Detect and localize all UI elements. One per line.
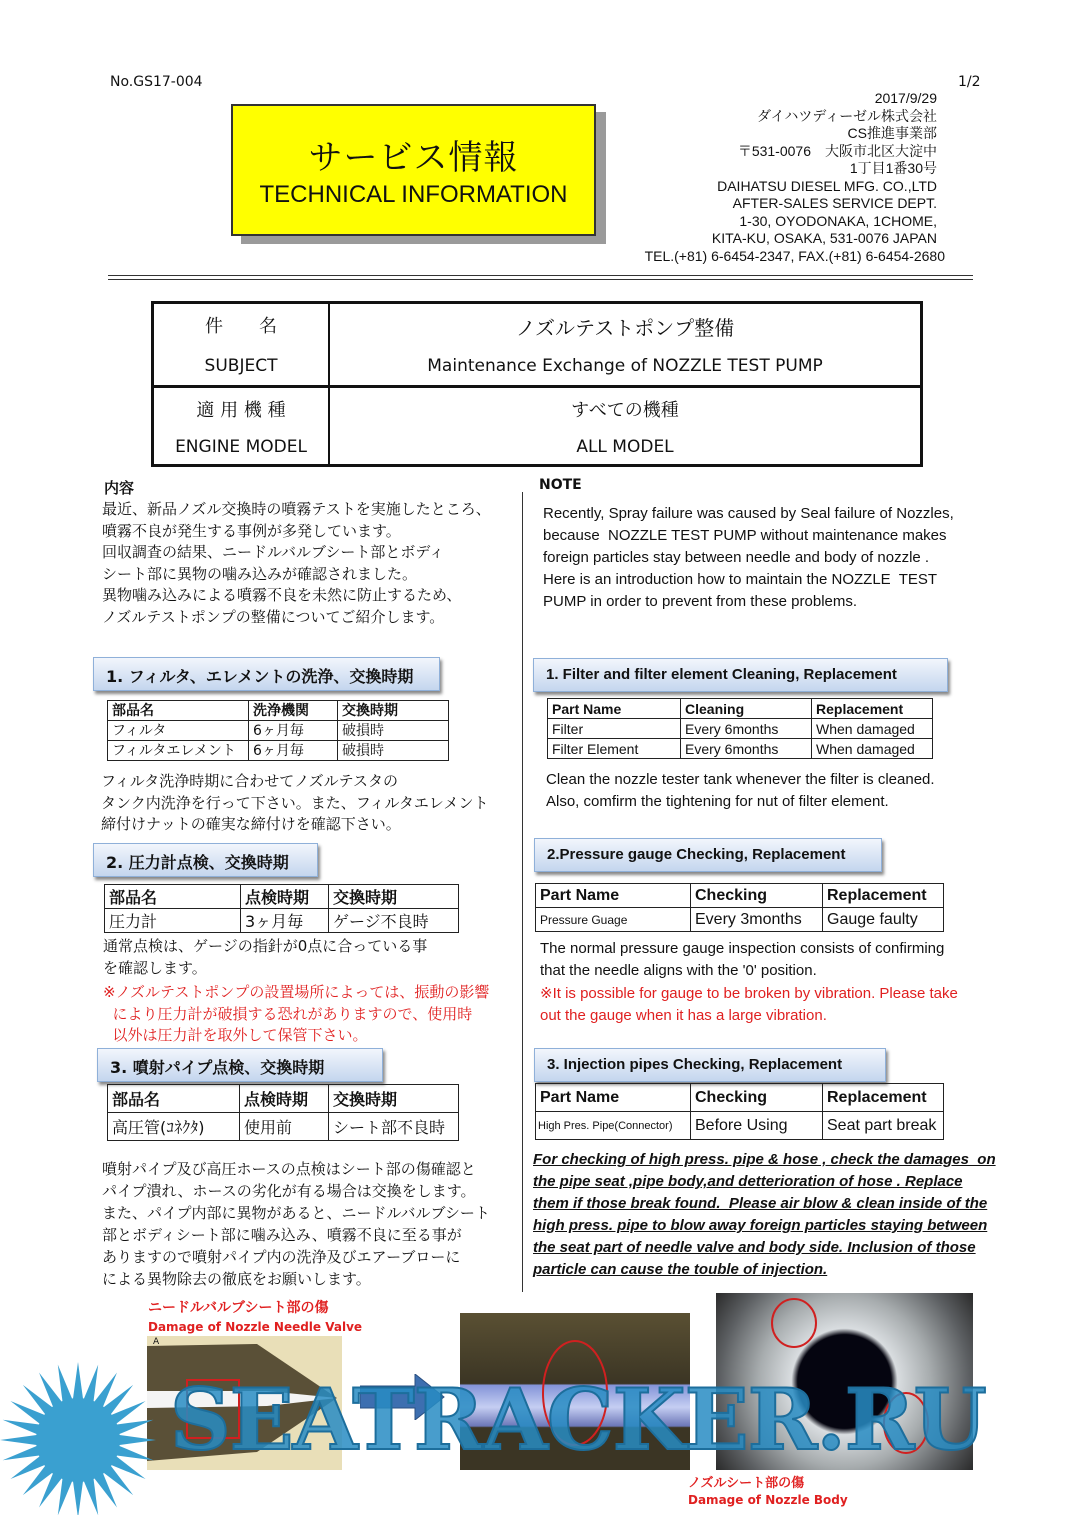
cell: Filter <box>548 719 681 739</box>
cell: Seat part break <box>823 1112 944 1140</box>
sunburst-ray <box>0 1435 38 1445</box>
jp-section-2-warning: ※ノズルテストポンプの設置場所によっては、振動の影響 により圧力計が破損する恐れがありますので、使用時 以外は圧力計を取外して保管下さい。 <box>103 983 490 1045</box>
body-caption-jp: ノズルシート部の傷 <box>688 1476 805 1491</box>
sunburst-ray <box>58 1477 73 1515</box>
needle-label: A <box>153 1337 160 1347</box>
cell: High Pres. Pipe(Connector) <box>536 1112 691 1140</box>
title-box <box>231 104 596 236</box>
address-line: 1丁目1番30号 <box>849 160 937 176</box>
table-header: Part Name <box>536 1084 691 1112</box>
title-jp: サービス情報 <box>308 138 519 178</box>
table-header: Replacement <box>823 884 944 908</box>
table-header: 部品名 <box>108 1085 240 1113</box>
jp-table-2 <box>104 884 459 933</box>
table-row <box>108 741 449 761</box>
cell: 6ヶ月毎 <box>249 741 338 761</box>
sunburst-logo <box>0 1355 160 1515</box>
cell: フィルタエレメント <box>108 741 249 761</box>
en-table-2 <box>535 883 944 932</box>
jp-section-1-header: 1. フィルタ、エレメントの洗浄、交換時期 <box>93 657 440 691</box>
model-label-en: ENGINE MODEL <box>175 437 307 457</box>
en-section-2-header: 2.Pressure gauge Checking, Replacement <box>534 838 882 872</box>
divider <box>108 275 973 276</box>
cell: Pressure Guage <box>536 908 691 932</box>
jp-section-2-text: 通常点検は、ゲージの指針が0点に合っている事 を確認します。 <box>103 937 428 977</box>
table-header: 部品名 <box>105 885 241 909</box>
en-section-3-text: For checking of high press. pipe & hose , check the damages on the pipe seat ,pipe body,and detterioration of hose . Replace them if those break found. Please air blow & clean inside of the high press. pipe to blow away foreign particles staying between the seat part of needle valve and body side. Inclusion of those particle can cause the touble of injection. <box>533 1151 996 1278</box>
page-number: 1/2 <box>958 74 981 90</box>
needle-caption-en: Damage of Nozzle Needle Valve <box>148 1320 363 1334</box>
sunburst-ray <box>73 1480 83 1515</box>
subject-label-jp: 件 名 <box>205 316 277 337</box>
sunburst-ray <box>73 1362 83 1400</box>
cell: Every 6months <box>681 739 812 759</box>
en-section-1-text: Clean the nozzle tester tank whenever the filter is cleaned. Also, comfirm the tightening for nut of filter element. <box>546 771 935 810</box>
table-row <box>548 739 933 759</box>
table-row <box>108 1113 459 1141</box>
sunburst-ray <box>118 1435 156 1445</box>
en-table-1 <box>547 698 933 759</box>
address-line: ダイハツディーゼル株式会社 <box>756 107 937 124</box>
date: 2017/9/29 <box>874 90 937 106</box>
cell: ゲージ不良時 <box>329 909 459 933</box>
cell: 破損時 <box>338 721 449 741</box>
cell: Every 3months <box>691 908 823 932</box>
table-row <box>108 721 449 741</box>
en-section-1-header: 1. Filter and filter element Cleaning, Replacement <box>533 658 948 692</box>
address-line: 1-30, OYODONAKA, 1CHOME, <box>739 212 937 229</box>
watermark: SEATRACKER.RU <box>170 1370 986 1469</box>
cell: 3ヶ月毎 <box>241 909 329 933</box>
sunburst-ray <box>3 1420 41 1435</box>
en-heading: NOTE <box>539 477 582 493</box>
model-label-jp: 適 用 機 種 <box>196 400 286 421</box>
table-header: Replacement <box>812 699 933 719</box>
en-section-2-text: The normal pressure gauge inspection consists of confirming that the needle aligns with the '0' position. <box>540 940 945 979</box>
jp-section-3-header: 3. 噴射パイプ点検、交換時期 <box>97 1048 383 1082</box>
jp-section-2-header: 2. 圧力計点検、交換時期 <box>93 843 318 877</box>
jp-table-3 <box>107 1084 459 1141</box>
cell: 高圧管(ｺﾈｸﾀ) <box>108 1113 240 1141</box>
model-value-en: ALL MODEL <box>576 437 674 457</box>
en-section-2-warning: ※It is possible for gauge to be broken by vibration. Please take out the gauge when it has a large vibration. <box>540 985 958 1024</box>
cell: 破損時 <box>338 741 449 761</box>
table-header: 点検時期 <box>241 885 329 909</box>
table-header: Checking <box>691 1084 823 1112</box>
cell: 使用前 <box>240 1113 329 1141</box>
subject-value-jp: ノズルテストポンプ整備 <box>515 316 735 340</box>
address-line: DAIHATSU DIESEL MFG. CO.,LTD <box>717 177 937 194</box>
table-row <box>548 719 933 739</box>
table-header: Part Name <box>536 884 691 908</box>
cell: 圧力計 <box>105 909 241 933</box>
table-header: 交換時期 <box>329 1085 459 1113</box>
cell: フィルタ <box>108 721 249 741</box>
subject-table <box>151 301 923 467</box>
subject-label-en: SUBJECT <box>204 356 278 376</box>
cell: シート部不良時 <box>329 1113 459 1141</box>
body-caption-en: Damage of Nozzle Body <box>688 1493 848 1507</box>
table-row <box>105 909 459 933</box>
address-line: CS推進事業部 <box>847 125 937 141</box>
sunburst-ray <box>83 1365 98 1403</box>
table-row <box>536 1112 944 1140</box>
table-header: Cleaning <box>681 699 812 719</box>
cell: 6ヶ月毎 <box>249 721 338 741</box>
cell: Gauge faulty <box>823 908 944 932</box>
address-line: 〒531-0076 大阪市北区大淀中 <box>737 142 937 159</box>
needle-caption-jp: ニードルバルブシート部の傷 <box>148 1300 329 1316</box>
company-address <box>644 90 945 265</box>
table-header: 交換時期 <box>338 701 449 721</box>
cell: Before Using <box>691 1112 823 1140</box>
sunburst-ray <box>58 1365 73 1403</box>
jp-intro: 最近、新品ノズル交換時の噴霧テストを実施したところ、 噴霧不良が発生する事例が多発しています。 回収調査の結果、ニードルバルブシート部とボディ シート部に異物の噛み込みが確認されました。 異物噛み込みによる噴霧不良を未然に防止するため、 ノズルテストポンプの整備についてご紹介します。 <box>102 500 491 626</box>
jp-heading: 内容 <box>104 479 135 497</box>
divider <box>108 279 973 280</box>
column-divider <box>522 492 523 1292</box>
table-header: Part Name <box>548 699 681 719</box>
en-section-3-header: 3. Injection pipes Checking, Replacement <box>534 1048 886 1082</box>
cell: Filter Element <box>548 739 681 759</box>
jp-section-1-text: フィルタ洗浄時期に合わせてノズルテスタの タンク内洗浄を行って下さい。また、フィルタエレメント 締付けナットの確実な締付けを確認下さい。 <box>101 772 489 834</box>
subject-value-en: Maintenance Exchange of NOZZLE TEST PUMP <box>427 356 823 376</box>
cell: When damaged <box>812 719 933 739</box>
cell: When damaged <box>812 739 933 759</box>
table-header: Replacement <box>823 1084 944 1112</box>
title-en: TECHNICAL INFORMATION <box>259 181 568 208</box>
document-number: No.GS17-004 <box>110 74 203 90</box>
table-row <box>536 908 944 932</box>
model-value-jp: すべての機種 <box>571 400 679 421</box>
table-header: 交換時期 <box>329 885 459 909</box>
address-line: AFTER-SALES SERVICE DEPT. <box>732 195 937 211</box>
jp-section-3-text: 噴射パイプ及び高圧ホースの点検はシート部の傷確認と パイプ潰れ、ホースの劣化が有る場合は交換をします。 また、パイプ内部に異物があると、ニードルバルブシート 部とボディシート部に噛み込み、噴霧不良に至る事が ありますので噴射パイプ内の洗浄及びエアーブローに による異物除去の徹底をお願いします。 <box>102 1160 490 1288</box>
sunburst-ray <box>3 1445 41 1460</box>
address-line: KITA-KU, OSAKA, 531-0076 JAPAN <box>711 230 937 246</box>
table-header: 洗浄機関 <box>249 701 338 721</box>
sunburst-ray <box>115 1445 153 1460</box>
table-header: Checking <box>691 884 823 908</box>
contact-line: TEL.(+81) 6-6454-2347, FAX.(+81) 6-6454-2680 <box>644 247 945 264</box>
cell: Every 6months <box>681 719 812 739</box>
table-header: 点検時期 <box>240 1085 329 1113</box>
sunburst-ray <box>115 1420 153 1435</box>
jp-table-1 <box>107 700 449 761</box>
en-intro: Recently, Spray failure was caused by Seal failure of Nozzles, because NOZZLE TEST PUMP without maintenance makes foreign particles stay between needle and body of nozzle . Here is an introduction how to maintain the NOZZLE TEST PUMP in order to prevent from these problems. <box>543 505 954 610</box>
table-header: 部品名 <box>108 701 249 721</box>
sunburst-ray <box>83 1477 98 1515</box>
en-table-3 <box>535 1083 944 1140</box>
